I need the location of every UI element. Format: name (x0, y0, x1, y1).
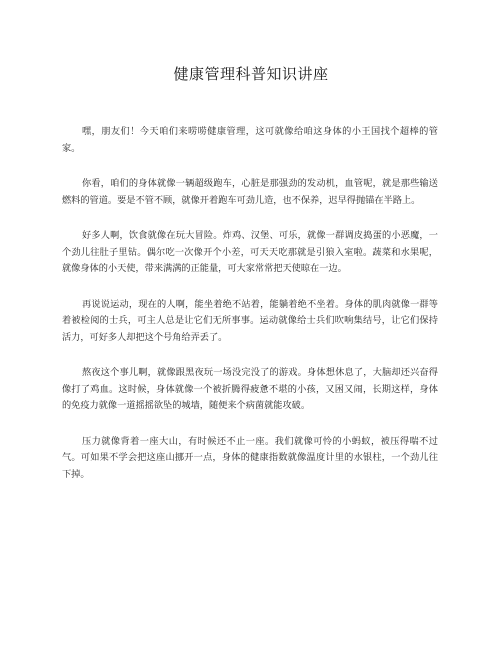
paragraph-6: 压力就像背着一座大山，有时候还不止一座。我们就像可怜的小蚂蚁，被压得喘不过气。可如果不学会把这座山挪开一点，身体的健康指数就像温度计里的水银柱，一个劲儿往下掉。 (62, 435, 438, 480)
document-body (62, 124, 438, 502)
paragraph-5: 熬夜这个事儿啊，就像跟黑夜玩一场没完没了的游戏。身体想休息了，大脑却还兴奋得像打了鸡血。这时候，身体就像一个被折腾得疲惫不堪的小孩，又困又闹，长期这样，身体的免疫力就像一道摇摇欲坠的城墙，随便来个病菌就能攻破。 (62, 367, 438, 411)
paragraph-2: 你看，咱们的身体就像一辆超级跑车，心脏是那强劲的发动机，血管呢，就是那些输送燃料的管道。要是不管不顾，就像开着跑车可劲儿造，也不保养，迟早得抛锚在半路上。 (62, 178, 438, 206)
paragraph-3: 好多人啊，饮食就像在玩大冒险。炸鸡、汉堡、可乐，就像一群调皮捣蛋的小恶魔，一个劲儿往肚子里钻。偶尔吃一次像开个小差，可天天吃那就是引狼入室啦。蔬菜和水果呢，就像身体的小天使，带来满满的正能量，可大家常常把天使晾在一边。 (62, 230, 438, 274)
document-title: 健康管理科普知识讲座 (173, 65, 329, 83)
paragraph-4: 再说说运动，现在的人啊，能坐着绝不站着，能躺着绝不坐着。身体的肌肉就像一群等着被检阅的士兵，可主人总是让它们无所事事。运动就像给士兵们吹响集结号，让它们保持活力，可好多人却把这个号角给弄丢了。 (62, 298, 438, 343)
paragraph-1: 嘿，朋友们！今天咱们来唠唠健康管理，这可就像给咱这身体的小王国找个超棒的管家。 (62, 126, 438, 154)
